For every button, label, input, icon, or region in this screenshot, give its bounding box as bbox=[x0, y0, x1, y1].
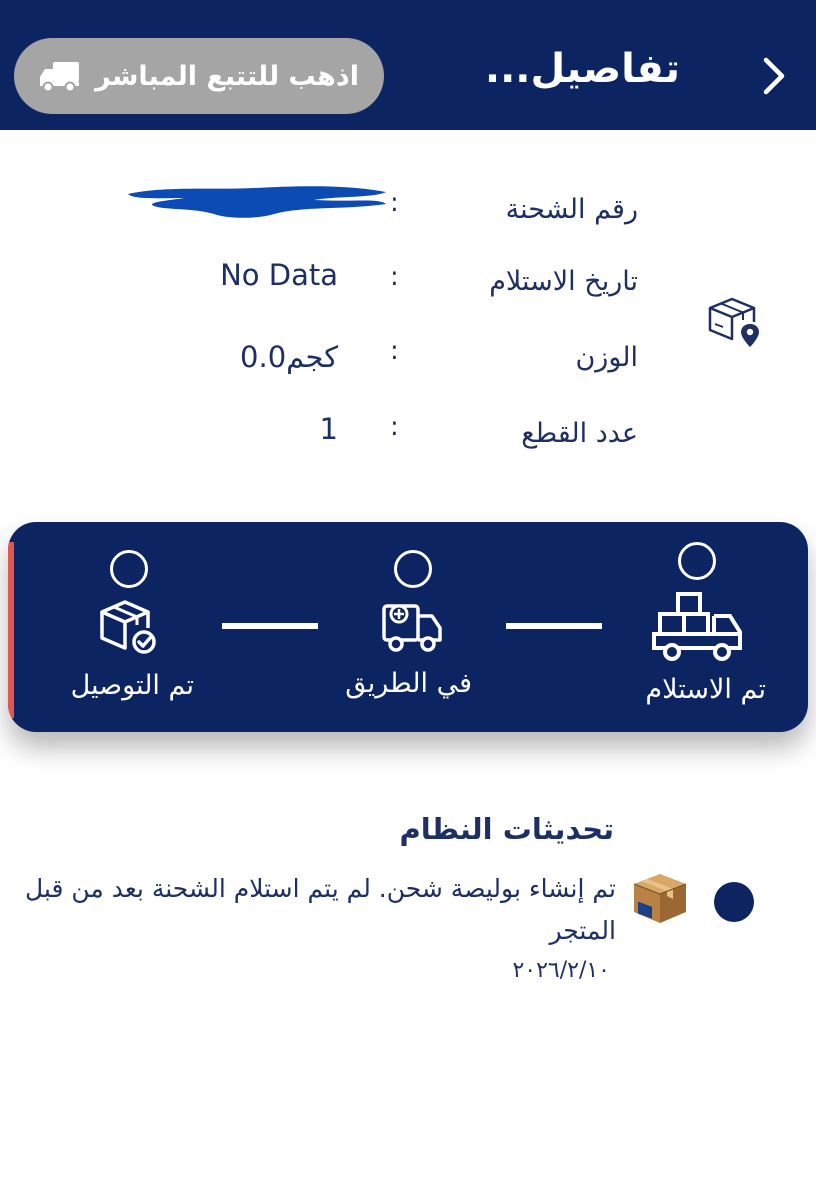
update-date: ٢٠٢٦/٢/١٠ bbox=[512, 958, 610, 983]
step-delivered-label: تم التوصيل bbox=[70, 670, 194, 701]
update-message: تم إنشاء بوليصة شحن. لم يتم استلام الشحنة بعد من قبل المتجر bbox=[25, 874, 616, 945]
redacted-shipment-number bbox=[124, 184, 392, 224]
box-check-icon bbox=[98, 598, 158, 656]
pieces-value: 1 bbox=[319, 412, 338, 446]
shipment-status-tracker bbox=[8, 522, 808, 732]
info-row-receipt-date bbox=[0, 258, 816, 312]
colon-separator: : bbox=[390, 188, 399, 218]
live-tracking-label: اذهب للتتبع المباشر bbox=[95, 60, 359, 92]
weight-value: 0.0كجم bbox=[240, 340, 338, 374]
step-on-the-way-label: في الطريق bbox=[345, 668, 472, 699]
step-received-label: تم الاستلام bbox=[645, 674, 766, 705]
pieces-label: عدد القطع bbox=[521, 418, 638, 449]
receipt-date-value: No Data bbox=[220, 258, 338, 292]
step-received-indicator bbox=[678, 542, 716, 580]
truck-icon bbox=[39, 60, 81, 92]
info-row-shipment-number bbox=[0, 190, 816, 240]
top-app-bar bbox=[0, 0, 816, 130]
chevron-right-icon bbox=[761, 56, 787, 96]
step-delivered-indicator bbox=[110, 550, 148, 588]
receipt-date-label: تاريخ الاستلام bbox=[489, 266, 638, 297]
info-row-pieces bbox=[0, 414, 816, 464]
colon-separator: : bbox=[390, 412, 399, 442]
step-connector bbox=[506, 623, 602, 629]
package-icon bbox=[628, 866, 690, 928]
delivery-van-icon bbox=[380, 596, 444, 656]
card-accent-bar bbox=[8, 542, 14, 718]
step-on-the-way-indicator bbox=[394, 550, 432, 588]
live-tracking-button[interactable] bbox=[14, 38, 384, 114]
step-connector bbox=[222, 623, 318, 629]
page-title: تفاصيل... bbox=[484, 46, 680, 92]
colon-separator: : bbox=[390, 262, 399, 292]
back-button[interactable] bbox=[752, 52, 796, 100]
system-updates-title: تحديثات النظام bbox=[399, 812, 614, 846]
weight-label: الوزن bbox=[575, 342, 638, 373]
colon-separator: : bbox=[390, 336, 399, 366]
info-row-weight bbox=[0, 338, 816, 388]
shipment-number-label: رقم الشحنة bbox=[505, 194, 638, 225]
timeline-dot bbox=[714, 882, 754, 922]
box-location-icon bbox=[706, 294, 764, 352]
loaded-truck-icon bbox=[652, 590, 744, 662]
